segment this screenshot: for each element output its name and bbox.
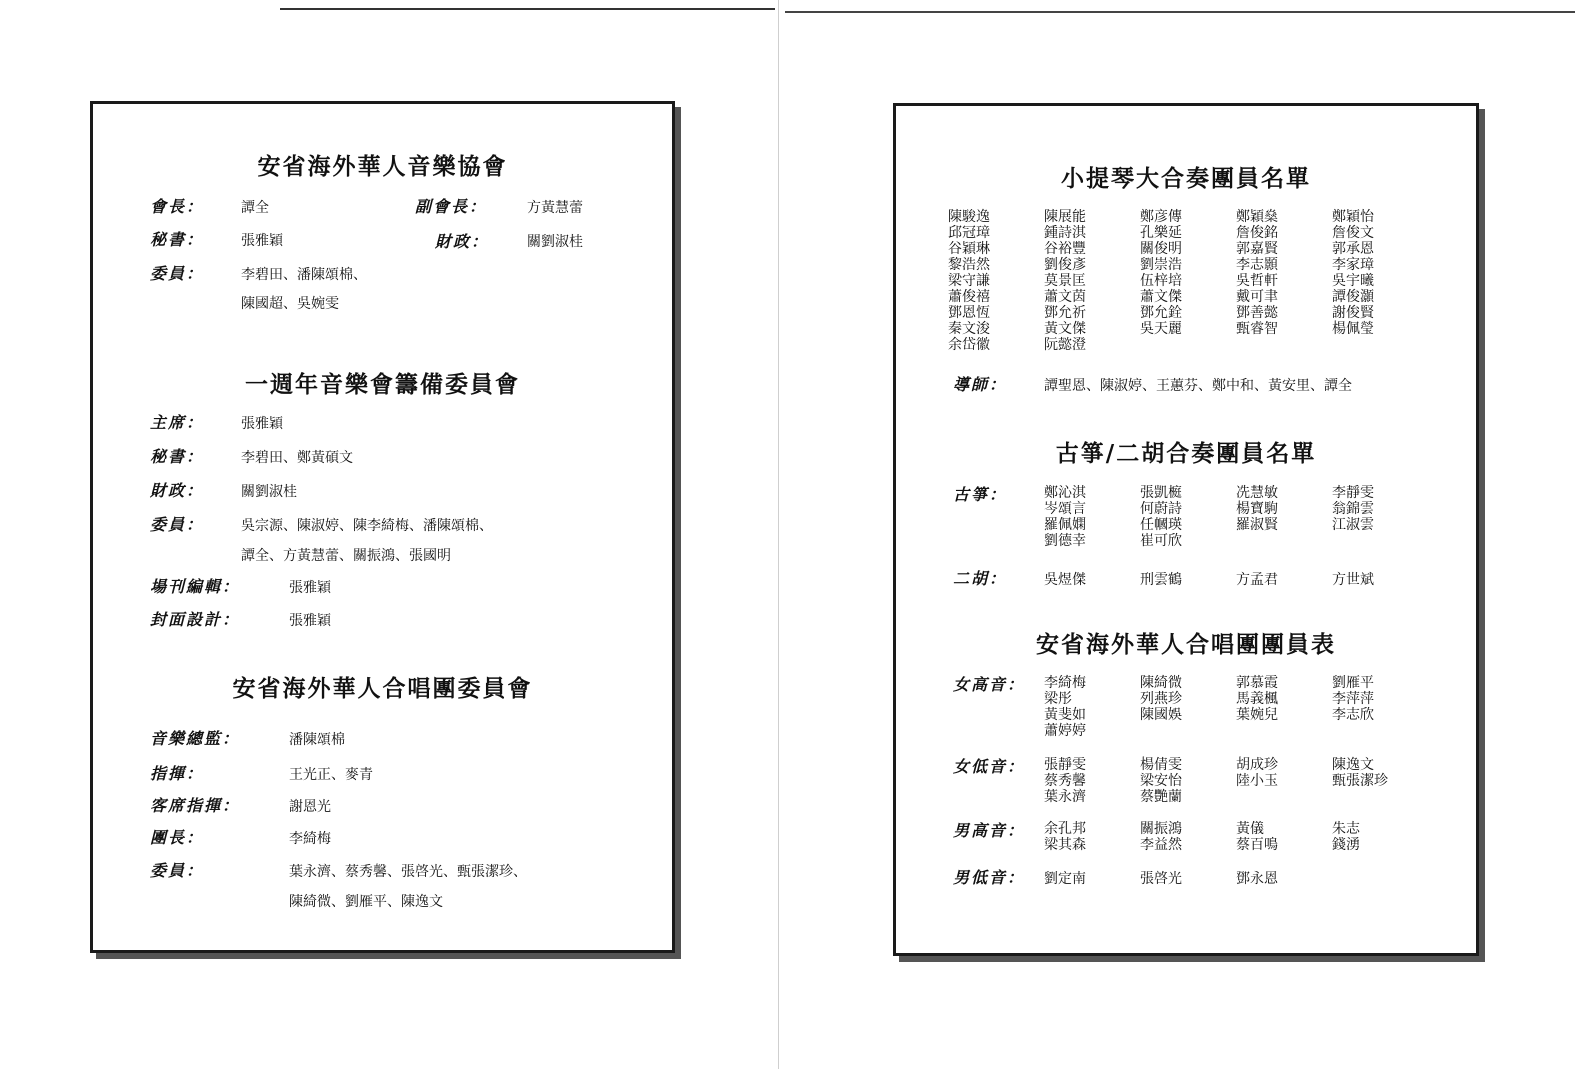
choir-members-line1: 葉永濟、蔡秀馨、張啓光、甄張潔珍、 [289,864,527,880]
list-item: 蕭婷婷 [1044,723,1086,739]
list-item: 吳宇曦 [1332,273,1374,289]
alto-column-1 [1044,757,1086,805]
prep-members-line2: 譚全、方黃慧蕾、關振鴻、張國明 [241,548,451,564]
list-item: 劉定南 [1044,871,1086,887]
list-item: 陸小玉 [1236,773,1278,789]
page-edge-line-left [280,8,775,10]
violin-column-5 [1332,209,1374,337]
cover-label: 封面設計： [150,610,241,629]
list-item: 蔡艷蘭 [1140,789,1182,805]
prep-title: 一週年音樂會籌備委員會 [245,371,520,398]
list-item: 谷裕豐 [1044,241,1086,257]
list-item: 崔可欣 [1140,533,1182,549]
list-item: 詹俊文 [1332,225,1374,241]
list-item: 吳煜傑 [1044,572,1086,588]
list-item: 陳駿逸 [948,209,990,225]
list-item: 鍾詩淇 [1044,225,1086,241]
list-item: 羅佩嫻 [1044,517,1086,533]
list-item: 列燕珍 [1140,691,1182,707]
soprano-column-1 [1044,675,1086,739]
page-fold [778,0,779,1069]
list-item: 甄張潔珍 [1332,773,1388,789]
guzheng-label: 古箏： [953,485,1008,504]
list-item: 劉德幸 [1044,533,1086,549]
list-item: 任幗瑛 [1140,517,1182,533]
list-item: 伍梓培 [1140,273,1182,289]
list-item: 鄭穎怡 [1332,209,1374,225]
list-item: 葉婉兒 [1236,707,1278,723]
list-item: 黃斐如 [1044,707,1086,723]
list-item: 余孔邦 [1044,821,1086,837]
tenor-column-2 [1140,821,1182,853]
list-item: 譚俊灝 [1332,289,1374,305]
list-item: 蕭文茵 [1044,289,1086,305]
list-item: 莫景匡 [1044,273,1086,289]
guzheng-column-2 [1140,485,1182,549]
soprano-label: 女高音： [953,675,1026,694]
list-item: 余岱徽 [948,337,990,353]
list-item: 何蔚詩 [1140,501,1182,517]
list-item: 梁其森 [1044,837,1086,853]
guzheng-erhu-title: 古箏/二胡合奏團員名單 [1055,440,1317,467]
prep-finance-label: 財政： [150,481,205,500]
list-item: 李志欣 [1332,707,1374,723]
list-item: 楊佩瑩 [1332,321,1374,337]
list-item: 梁守謙 [948,273,990,289]
list-item: 羅淑賢 [1236,517,1278,533]
assoc-members-label: 委員： [150,264,205,283]
list-item: 胡成珍 [1236,757,1278,773]
list-item: 秦文浚 [948,321,990,337]
violin-column-3 [1140,209,1182,337]
guest-conductor-value: 謝恩光 [289,799,331,815]
list-item: 蔡秀馨 [1044,773,1086,789]
list-item: 蔡百鳴 [1236,837,1278,853]
assoc-finance-label: 財政： [435,232,490,251]
list-item: 郭嘉賢 [1236,241,1278,257]
list-item: 謝俊賢 [1332,305,1374,321]
assoc-title: 安省海外華人音樂協會 [257,153,508,180]
list-item: 李靜雯 [1332,485,1374,501]
choir-members-label: 委員： [150,861,205,880]
list-item: 邱冠璋 [948,225,990,241]
list-item: 陳綺微 [1140,675,1182,691]
bass-label: 男低音： [953,868,1026,887]
chair-value: 張雅穎 [241,416,283,432]
conductor-value: 王光正、麥青 [289,767,373,783]
vp-label: 副會長： [415,197,488,216]
director-value: 潘陳頌棉 [289,732,345,748]
list-item: 黎浩然 [948,257,990,273]
list-item: 黃文傑 [1044,321,1086,337]
guest-conductor-label: 客席指揮： [150,796,241,815]
list-item: 刑雲鶴 [1140,572,1182,588]
list-item: 冼慧敏 [1236,485,1278,501]
list-item: 孔樂延 [1140,225,1182,241]
list-item: 詹俊銘 [1236,225,1278,241]
prep-members-line1: 吳宗源、陳淑婷、陳李綺梅、潘陳頌棉、 [241,518,493,534]
guzheng-column-4 [1332,485,1374,533]
list-item: 鄭彦傳 [1140,209,1182,225]
list-item: 黃儀 [1236,821,1264,837]
list-item: 李益然 [1140,837,1182,853]
list-item: 鄧永恩 [1236,871,1278,887]
list-item: 李志顥 [1236,257,1278,273]
choir-members-line2: 陳綺微、劉雁平、陳逸文 [289,894,443,910]
soprano-column-3 [1236,675,1278,723]
violin-column-1 [948,209,990,353]
president-value: 譚全 [241,200,269,216]
list-item: 蕭俊禧 [948,289,990,305]
editor-value: 張雅穎 [289,580,331,596]
tenor-column-1 [1044,821,1086,853]
alto-label: 女低音： [953,757,1026,776]
editor-label: 場刊編輯： [150,577,241,596]
list-item: 陳逸文 [1332,757,1374,773]
prep-finance-value: 關劉淑桂 [241,484,297,500]
guzheng-column-1 [1044,485,1086,549]
assoc-members-line2: 陳國超、吳婉雯 [241,296,339,312]
list-item: 戴可聿 [1236,289,1278,305]
list-item: 谷穎琳 [948,241,990,257]
list-item: 楊寶駒 [1236,501,1278,517]
assoc-secretary-value: 張雅穎 [241,233,283,249]
leader-label: 團長： [150,828,205,847]
president-label: 會長： [150,197,205,216]
assoc-secretary-label: 秘書： [150,230,205,249]
list-item: 馬義楓 [1236,691,1278,707]
teachers-value: 譚聖恩、陳淑婷、王蕙芬、鄭中和、黃安里、譚全 [1044,378,1352,394]
assoc-members-line1: 李碧田、潘陳頌棉、 [241,267,367,283]
list-item: 楊倩雯 [1140,757,1182,773]
list-item: 朱志 [1332,821,1360,837]
prep-secretary-label: 秘書： [150,447,205,466]
prep-secretary-value: 李碧田、鄭黃碩文 [241,450,353,466]
list-item: 吳哲軒 [1236,273,1278,289]
director-label: 音樂總監： [150,729,241,748]
list-item: 關俊明 [1140,241,1182,257]
violin-column-2 [1044,209,1086,353]
violin-column-4 [1236,209,1278,337]
list-item: 江淑雲 [1332,517,1374,533]
list-item: 陳國娛 [1140,707,1182,723]
list-item: 吳天麗 [1140,321,1182,337]
soprano-column-2 [1140,675,1182,723]
chair-label: 主席： [150,413,205,432]
erhu-label: 二胡： [953,569,1008,588]
list-item: 郭承恩 [1332,241,1374,257]
list-item: 張啓光 [1140,871,1182,887]
alto-column-2 [1140,757,1182,805]
list-item: 李綺梅 [1044,675,1086,691]
list-item: 李家璋 [1332,257,1374,273]
left-page-panel [90,101,675,953]
guzheng-column-3 [1236,485,1278,533]
list-item: 郭慕霞 [1236,675,1278,691]
list-item: 翁錦雲 [1332,501,1374,517]
list-item: 甄睿智 [1236,321,1278,337]
list-item: 錢湧 [1332,837,1360,853]
tenor-column-3 [1236,821,1278,853]
teachers-label: 導師： [953,375,1008,394]
list-item: 陳展能 [1044,209,1086,225]
vp-value: 方黃慧蕾 [527,200,583,216]
choir-committee-title: 安省海外華人合唱團委員會 [232,675,533,702]
tenor-label: 男高音： [953,821,1026,840]
list-item: 鄧允祈 [1044,305,1086,321]
list-item: 張凱榳 [1140,485,1182,501]
list-item: 鄧恩恆 [948,305,990,321]
list-item: 劉俊彥 [1044,257,1086,273]
list-item: 關振鴻 [1140,821,1182,837]
list-item: 方孟君 [1236,572,1278,588]
list-item: 方世斌 [1332,572,1374,588]
list-item: 鄭沁淇 [1044,485,1086,501]
cover-value: 張雅穎 [289,613,331,629]
list-item: 梁彤 [1044,691,1072,707]
right-page-panel [893,103,1479,956]
list-item: 張靜雯 [1044,757,1086,773]
list-item: 鄧允銓 [1140,305,1182,321]
list-item: 李萍萍 [1332,691,1374,707]
alto-column-3 [1236,757,1278,789]
list-item: 梁安怡 [1140,773,1182,789]
assoc-finance-value: 關劉淑桂 [527,234,583,250]
choir-roster-title: 安省海外華人合唱團團員表 [1036,631,1336,658]
tenor-column-4 [1332,821,1360,853]
page-edge-line-right [785,11,1575,13]
list-item: 劉崇浩 [1140,257,1182,273]
list-item: 鄭穎燊 [1236,209,1278,225]
list-item: 葉永濟 [1044,789,1086,805]
list-item: 鄧善懿 [1236,305,1278,321]
conductor-label: 指揮： [150,764,205,783]
list-item: 蕭文傑 [1140,289,1182,305]
alto-column-4 [1332,757,1388,789]
leader-value: 李綺梅 [289,831,331,847]
prep-members-label: 委員： [150,515,205,534]
list-item: 阮懿澄 [1044,337,1086,353]
soprano-column-4 [1332,675,1374,723]
violin-title: 小提琴大合奏團員名單 [1061,165,1311,192]
list-item: 劉雁平 [1332,675,1374,691]
list-item: 岑頌言 [1044,501,1086,517]
